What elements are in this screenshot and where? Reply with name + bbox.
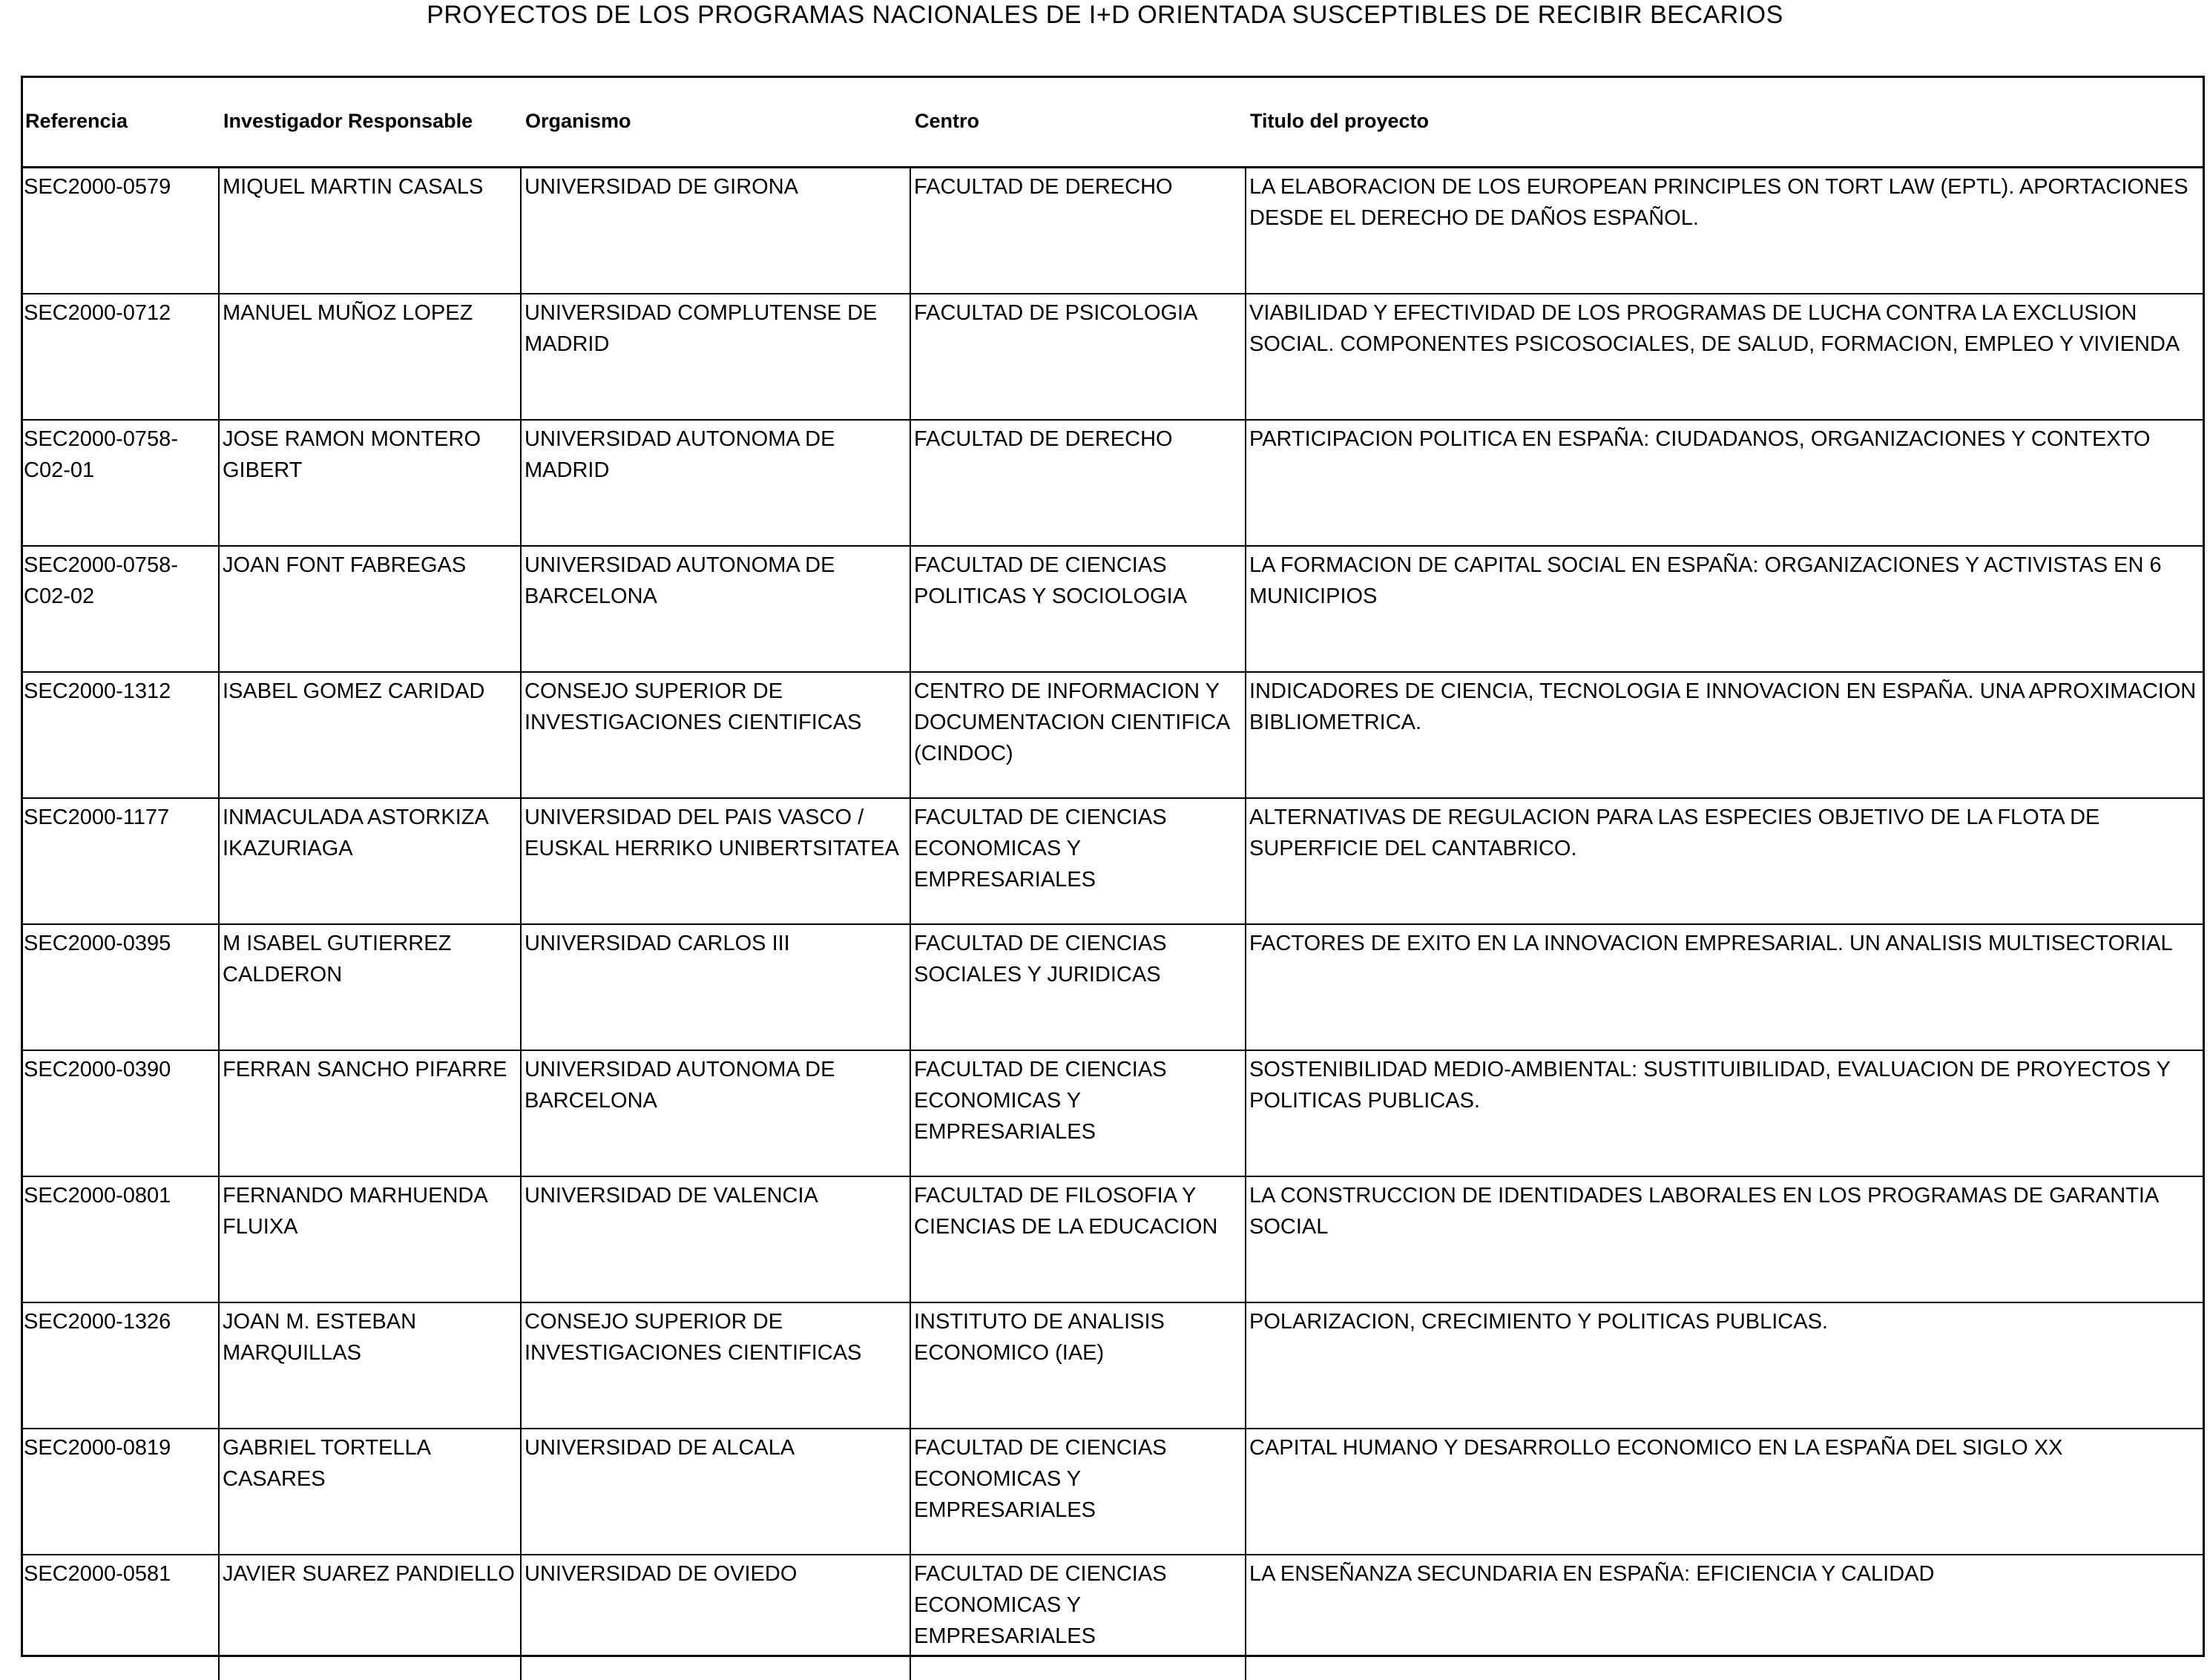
cell-investigador: JOAN M. ESTEBAN MARQUILLAS (219, 1302, 521, 1429)
projects-table (21, 76, 2205, 1680)
cell-referencia: SEC2000-1312 (21, 672, 219, 798)
cell-titulo: LA ENSEÑANZA SECUNDARIA EN ESPAÑA: EFICIENCIA Y CALIDAD (1246, 1555, 2205, 1680)
cell-titulo: LA CONSTRUCCION DE IDENTIDADES LABORALES EN LOS PROGRAMAS DE GARANTIA SOCIAL (1246, 1176, 2205, 1302)
table-row (21, 1429, 2205, 1555)
cell-investigador: INMACULADA ASTORKIZA IKAZURIAGA (219, 798, 521, 924)
cell-centro: FACULTAD DE CIENCIAS ECONOMICAS Y EMPRESARIALES (910, 1050, 1246, 1176)
cell-organismo: UNIVERSIDAD COMPLUTENSE DE MADRID (521, 294, 910, 420)
cell-organismo: UNIVERSIDAD DE VALENCIA (521, 1176, 910, 1302)
header-titulo: Titulo del proyecto (1246, 76, 2205, 168)
cell-referencia: SEC2000-0579 (21, 168, 219, 294)
cell-referencia: SEC2000-0819 (21, 1429, 219, 1555)
cell-investigador: GABRIEL TORTELLA CASARES (219, 1429, 521, 1555)
cell-organismo: UNIVERSIDAD CARLOS III (521, 924, 910, 1050)
cell-referencia: SEC2000-0390 (21, 1050, 219, 1176)
cell-centro: CENTRO DE INFORMACION Y DOCUMENTACION CIENTIFICA (CINDOC) (910, 672, 1246, 798)
cell-centro: FACULTAD DE CIENCIAS ECONOMICAS Y EMPRESARIALES (910, 798, 1246, 924)
cell-organismo: UNIVERSIDAD DEL PAIS VASCO / EUSKAL HERRIKO UNIBERTSITATEA (521, 798, 910, 924)
cell-investigador: ISABEL GOMEZ CARIDAD (219, 672, 521, 798)
cell-titulo: PARTICIPACION POLITICA EN ESPAÑA: CIUDADANOS, ORGANIZACIONES Y CONTEXTO (1246, 420, 2205, 546)
table-row (21, 672, 2205, 798)
cell-organismo: UNIVERSIDAD DE GIRONA (521, 168, 910, 294)
cell-investigador: JOSE RAMON MONTERO GIBERT (219, 420, 521, 546)
cell-referencia: SEC2000-0758-C02-02 (21, 546, 219, 672)
table-row (21, 546, 2205, 672)
cell-investigador: FERNANDO MARHUENDA FLUIXA (219, 1176, 521, 1302)
cell-referencia: SEC2000-0712 (21, 294, 219, 420)
page-title: PROYECTOS DE LOS PROGRAMAS NACIONALES DE I+D ORIENTADA SUSCEPTIBLES DE RECIBIR BECARIOS (427, 1, 1783, 29)
cell-titulo: INDICADORES DE CIENCIA, TECNOLOGIA E INNOVACION EN ESPAÑA. UNA APROXIMACION BIBLIOMETRICA. (1246, 672, 2205, 798)
cell-referencia: SEC2000-0581 (21, 1555, 219, 1680)
table-row (21, 1555, 2205, 1680)
table-row (21, 1050, 2205, 1176)
cell-organismo: UNIVERSIDAD AUTONOMA DE BARCELONA (521, 546, 910, 672)
cell-referencia: SEC2000-1177 (21, 798, 219, 924)
cell-referencia: SEC2000-1326 (21, 1302, 219, 1429)
header-row (21, 76, 2205, 168)
table-row (21, 924, 2205, 1050)
header-referencia: Referencia (21, 76, 219, 168)
cell-titulo: VIABILIDAD Y EFECTIVIDAD DE LOS PROGRAMAS DE LUCHA CONTRA LA EXCLUSION SOCIAL. COMPONENTES PSICOSOCIALES, DE SALUD, FORMACION, EMPLEO Y VIVIENDA (1246, 294, 2205, 420)
cell-referencia: SEC2000-0801 (21, 1176, 219, 1302)
cell-titulo: LA FORMACION DE CAPITAL SOCIAL EN ESPAÑA: ORGANIZACIONES Y ACTIVISTAS EN 6 MUNICIPIOS (1246, 546, 2205, 672)
cell-organismo: UNIVERSIDAD DE OVIEDO (521, 1555, 910, 1680)
cell-titulo: ALTERNATIVAS DE REGULACION PARA LAS ESPECIES OBJETIVO DE LA FLOTA DE SUPERFICIE DEL CANTABRICO. (1246, 798, 2205, 924)
cell-investigador: JAVIER SUAREZ PANDIELLO (219, 1555, 521, 1680)
cell-centro: FACULTAD DE DERECHO (910, 420, 1246, 546)
cell-centro: FACULTAD DE CIENCIAS POLITICAS Y SOCIOLOGIA (910, 546, 1246, 672)
cell-organismo: UNIVERSIDAD AUTONOMA DE MADRID (521, 420, 910, 546)
header-investigador: Investigador Responsable (219, 76, 521, 168)
table-row (21, 168, 2205, 294)
cell-centro: FACULTAD DE FILOSOFIA Y CIENCIAS DE LA EDUCACION (910, 1176, 1246, 1302)
header-centro: Centro (910, 76, 1246, 168)
cell-referencia: SEC2000-0758-C02-01 (21, 420, 219, 546)
table-row (21, 1302, 2205, 1429)
table-row (21, 294, 2205, 420)
cell-titulo: LA ELABORACION DE LOS EUROPEAN PRINCIPLES ON TORT LAW (EPTL). APORTACIONES DESDE EL DERECHO DE DAÑOS ESPAÑOL. (1246, 168, 2205, 294)
cell-organismo: UNIVERSIDAD DE ALCALA (521, 1429, 910, 1555)
cell-investigador: JOAN FONT FABREGAS (219, 546, 521, 672)
cell-centro: FACULTAD DE PSICOLOGIA (910, 294, 1246, 420)
cell-investigador: MANUEL MUÑOZ LOPEZ (219, 294, 521, 420)
cell-centro: FACULTAD DE CIENCIAS SOCIALES Y JURIDICAS (910, 924, 1246, 1050)
cell-titulo: POLARIZACION, CRECIMIENTO Y POLITICAS PUBLICAS. (1246, 1302, 2205, 1429)
cell-centro: FACULTAD DE DERECHO (910, 168, 1246, 294)
cell-investigador: FERRAN SANCHO PIFARRE (219, 1050, 521, 1176)
cell-referencia: SEC2000-0395 (21, 924, 219, 1050)
cell-centro: INSTITUTO DE ANALISIS ECONOMICO (IAE) (910, 1302, 1246, 1429)
cell-investigador: MIQUEL MARTIN CASALS (219, 168, 521, 294)
cell-organismo: UNIVERSIDAD AUTONOMA DE BARCELONA (521, 1050, 910, 1176)
cell-titulo: FACTORES DE EXITO EN LA INNOVACION EMPRESARIAL. UN ANALISIS MULTISECTORIAL (1246, 924, 2205, 1050)
cell-organismo: CONSEJO SUPERIOR DE INVESTIGACIONES CIENTIFICAS (521, 1302, 910, 1429)
cell-investigador: M ISABEL GUTIERREZ CALDERON (219, 924, 521, 1050)
cell-centro: FACULTAD DE CIENCIAS ECONOMICAS Y EMPRESARIALES (910, 1555, 1246, 1680)
table-row (21, 420, 2205, 546)
cell-titulo: CAPITAL HUMANO Y DESARROLLO ECONOMICO EN LA ESPAÑA DEL SIGLO XX (1246, 1429, 2205, 1555)
cell-titulo: SOSTENIBILIDAD MEDIO-AMBIENTAL: SUSTITUIBILIDAD, EVALUACION DE PROYECTOS Y POLITICAS PUBLICAS. (1246, 1050, 2205, 1176)
table-row (21, 798, 2205, 924)
table-row (21, 1176, 2205, 1302)
cell-organismo: CONSEJO SUPERIOR DE INVESTIGACIONES CIENTIFICAS (521, 672, 910, 798)
header-organismo: Organismo (521, 76, 910, 168)
cell-centro: FACULTAD DE CIENCIAS ECONOMICAS Y EMPRESARIALES (910, 1429, 1246, 1555)
